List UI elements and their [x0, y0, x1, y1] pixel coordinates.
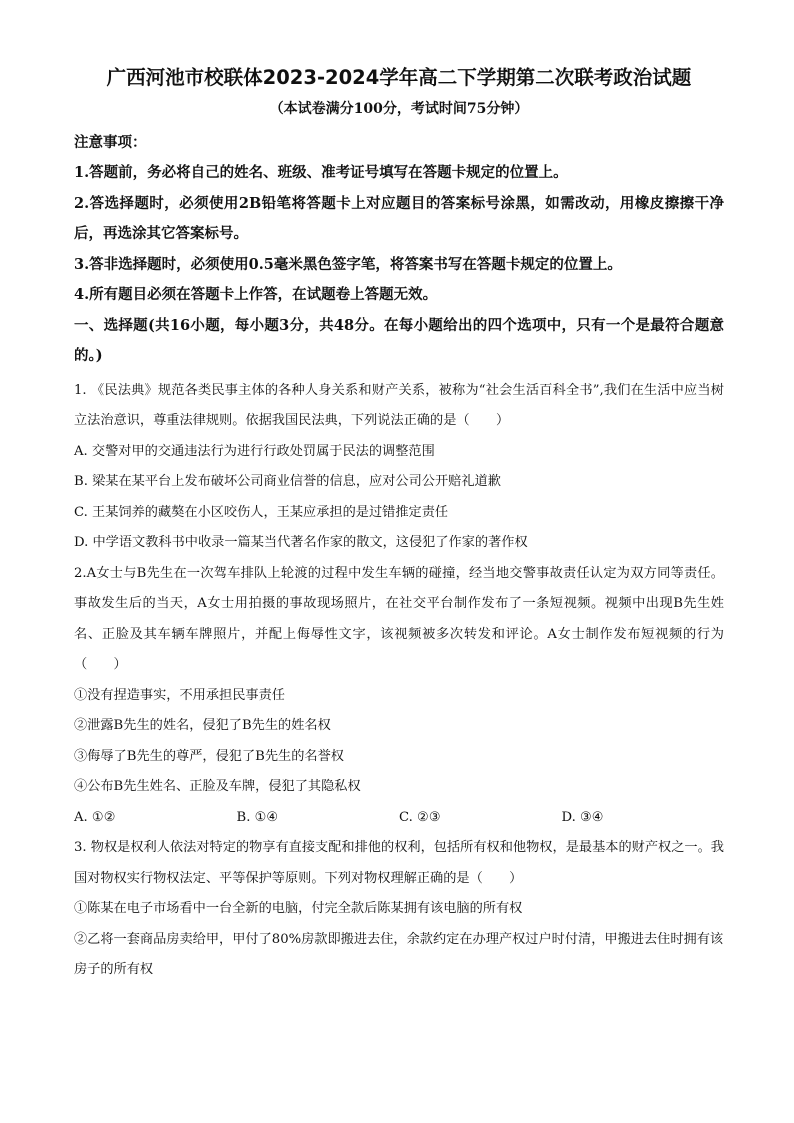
question-2-item: ②泄露B先生的姓名，侵犯了B先生的姓名权 [74, 718, 331, 733]
note-item: 1.答题前，务必将自己的姓名、班级、准考证号填写在答题卡规定的位置上。 [74, 164, 568, 181]
exam-info: （本试卷满分100分，考试时间75分钟） [269, 101, 529, 117]
section-heading: 一、选择题(共16小题，每小题3分，共48分。在每小题给出的四个选项中，只有一个是最符合题意的。) [74, 316, 724, 364]
question-1-option: B. 梁某在某平台上发布破坏公司商业信誉的信息，应对公司公开赔礼道歉 [74, 474, 501, 489]
question-3-stem: 3. 物权是权利人依法对特定的物享有直接支配和排他的权利，包括所有权和他物权，是最基本的财产权之一。我国对物权实行物权法定、平等保护等原则。下列对物权理解正确的是（ ） [74, 840, 724, 886]
question-1-option: A. 交警对甲的交通违法行为进行行政处罚属于民法的调整范围 [74, 443, 435, 459]
question-2-item: ③侮辱了B先生的尊严，侵犯了B先生的名誉权 [74, 748, 344, 764]
question-3-item: ②乙将一套商品房卖给甲，甲付了80%房款即搬进去住，余款约定在办理产权过户时付清，甲搬进去住时拥有该房子的所有权 [74, 931, 724, 977]
choice-d: D. ③④ [561, 809, 604, 825]
question-1-stem: 1. 《民法典》规范各类民事主体的各种人身关系和财产关系，被称为“社会生活百科全书”,我们在生活中应当树立法治意识，尊重法律规则。依据我国民法典，下列说法正确的是（ ） [74, 382, 724, 428]
choice-c: C. ②③ [399, 809, 441, 825]
question-1-option: C. 王某饲养的藏獒在小区咬伤人，王某应承担的是过错推定责任 [74, 504, 449, 520]
question-2-choices [74, 803, 724, 834]
note-item: 3.答非选择题时，必须使用0.5毫米黑色签字笔，将答案书写在答题卡规定的位置上。 [74, 255, 622, 273]
exam-page [74, 64, 724, 986]
question-1-option: D. 中学语文教科书中收录一篇某当代著名作家的散文，这侵犯了作家的著作权 [74, 535, 528, 550]
note-item: 2.答选择题时，必须使用2B铅笔将答题卡上对应题目的答案标号涂黑，如需改动，用橡皮擦擦干净后，再选涂其它答案标号。 [74, 194, 724, 242]
notes-heading: 注意事项： [74, 134, 147, 151]
question-2-item: ①没有捏造事实，不用承担民事责任 [74, 687, 285, 703]
page-title: 广西河池市校联体2023-2024学年高二下学期第二次联考政治试题 [106, 66, 692, 89]
question-2-item: ④公布B先生姓名、正脸及车牌，侵犯了其隐私权 [74, 779, 361, 794]
choice-a: A. ①② [74, 809, 116, 825]
note-item: 4.所有题目必须在答题卡上作答，在试题卷上答题无效。 [74, 286, 438, 303]
question-3-item: ①陈某在电子市场看中一台全新的电脑，付完全款后陈某拥有该电脑的所有权 [74, 901, 523, 916]
question-2-stem: 2.A女士与B先生在一次驾车排队上轮渡的过程中发生车辆的碰撞，经当地交警事故责任认定为双方同等责任。事故发生后的当天，A女士用拍摄的事故现场照片，在社交平台制作发布了一条短视频。视频中出现B先生姓名、正脸及其车辆车牌照片，并配上侮辱性文字，该视频被多次转发和评论。A女士制作发布短视频的行为（ ） [74, 565, 724, 672]
choice-b: B. ①④ [236, 809, 279, 825]
